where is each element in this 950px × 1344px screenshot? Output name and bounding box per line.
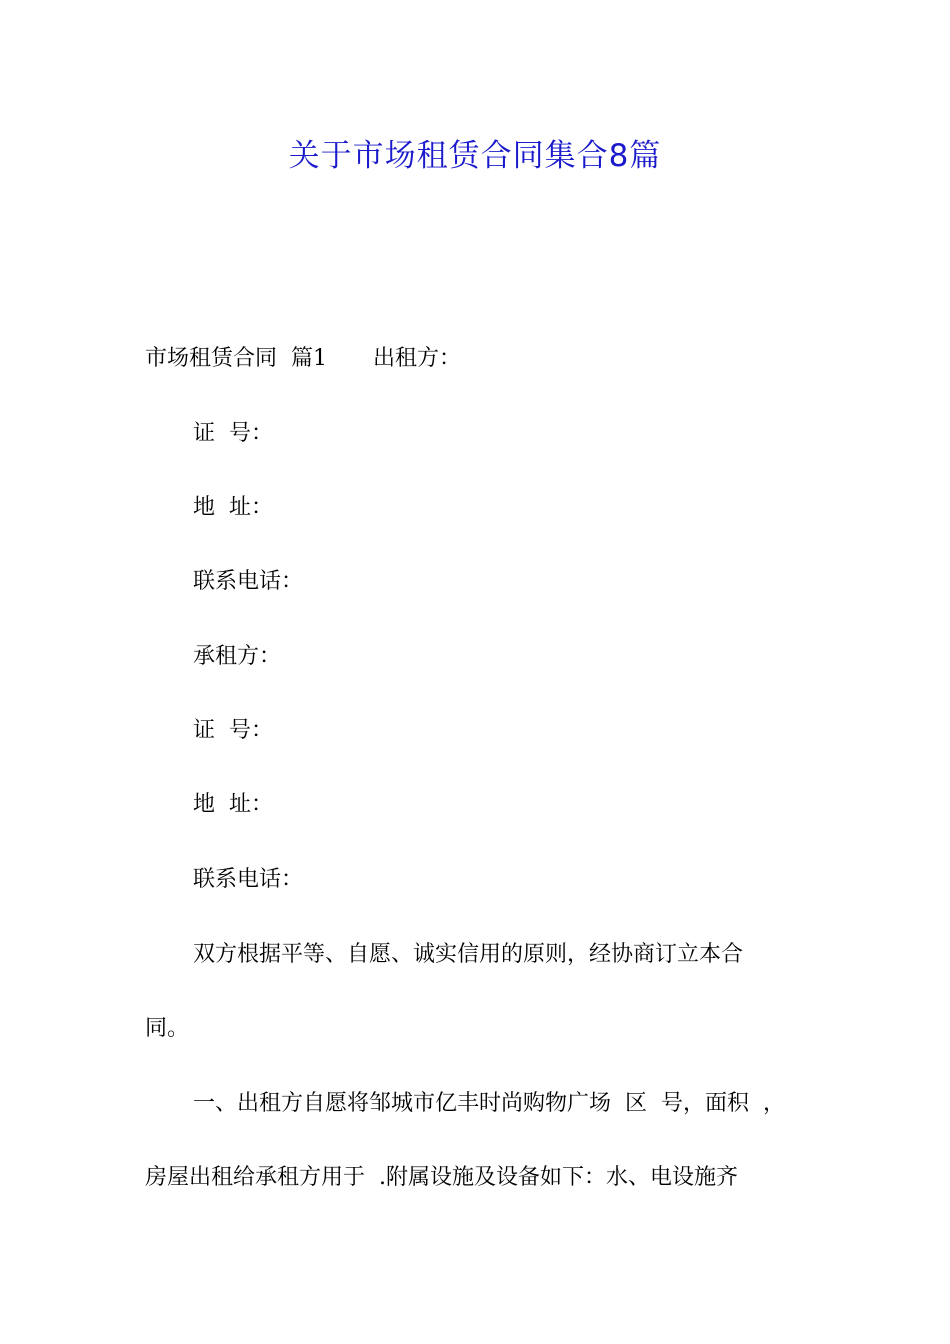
clause-1-line-1: 一、出租方自愿将邹城市亿丰时尚购物广场 区 号，面积 ， xyxy=(193,1091,785,1116)
intro-paragraph-line-2: 同。 xyxy=(145,1016,190,1041)
contract-heading-title: 市场租赁合同 篇1 xyxy=(145,346,327,371)
lessor-party-label: 出租方： xyxy=(372,346,461,371)
document-title: 关于市场租赁合同集合8篇 xyxy=(288,138,662,174)
lessor-phone-label: 联系电话： xyxy=(193,569,304,594)
lessor-id-label: 证 号： xyxy=(193,421,273,446)
lessee-address-label: 地 址： xyxy=(193,792,273,817)
lessor-address-label: 地 址： xyxy=(193,495,273,520)
intro-paragraph-line-1: 双方根据平等、自愿、诚实信用的原则，经协商订立本合 xyxy=(193,942,744,967)
contract-heading xyxy=(145,344,461,374)
lessee-phone-label: 联系电话： xyxy=(193,867,304,892)
lessee-party-label: 承租方： xyxy=(193,644,282,669)
lessee-id-label: 证 号： xyxy=(193,718,273,743)
clause-1-line-2: 房屋出租给承租方用于 .附属设施及设备如下：水、电设施齐 xyxy=(145,1165,738,1190)
